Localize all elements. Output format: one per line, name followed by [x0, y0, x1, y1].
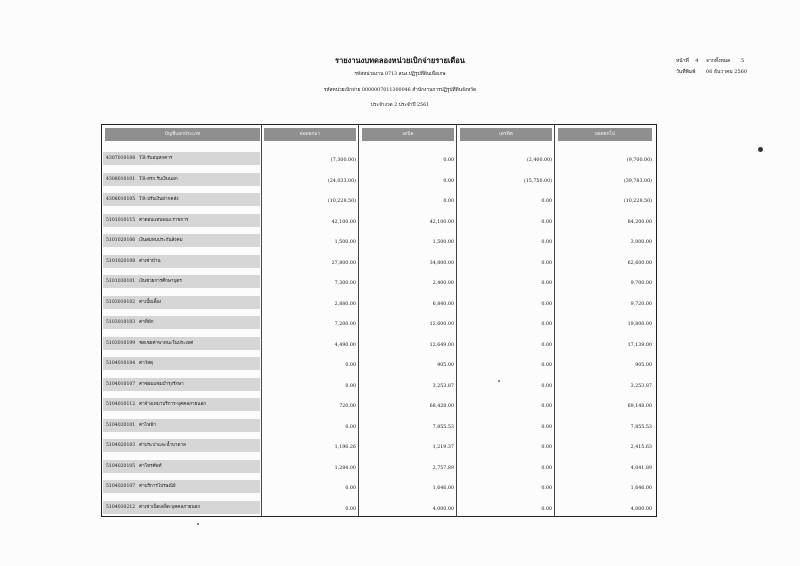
carried-forward-value: 84,200.00 — [627, 219, 652, 225]
debit-value: 0.00 — [443, 178, 454, 184]
print-date: 06 ธันวาคม 2560 — [706, 69, 748, 75]
table-row — [0, 173, 800, 187]
debit-value: 1,219.37 — [432, 445, 454, 450]
carried-forward-value: 19,800.00 — [627, 322, 652, 327]
account-name: ค่าเบี้ยเลี้ยง — [139, 299, 162, 305]
table-row — [0, 214, 800, 228]
table-row — [0, 439, 800, 453]
column-header-debit: เดบิต — [362, 128, 454, 141]
account-code: 4308010105 — [106, 197, 136, 202]
debit-value: 0.00 — [443, 158, 454, 163]
brought-forward-value: 1,500.00 — [334, 240, 356, 245]
carried-forward-value: 9,700.00 — [630, 281, 652, 286]
carried-forward-value: 17,139.00 — [627, 342, 652, 348]
carried-forward-value: 7,855.53 — [630, 424, 652, 430]
account-name: TR-ปรับเงินฝากคลัง — [139, 197, 179, 202]
credit-value: 0.00 — [541, 322, 552, 327]
carried-forward-value: 2,415.63 — [630, 445, 652, 450]
account-code: 5104020107 — [106, 484, 136, 489]
debit-value: 7,855.53 — [432, 424, 454, 430]
brought-forward-value: 0.00 — [345, 486, 356, 491]
report-title: รายงานงบทดลองหน่วยเบิกจ่ายรายเดือน — [335, 56, 465, 65]
debit-value: 4,000.00 — [432, 506, 454, 512]
carried-forward-value: 1,646.00 — [630, 486, 652, 491]
account-cell — [103, 193, 260, 206]
account-code: 5104010112 — [106, 402, 136, 407]
debit-value: 1,500.00 — [432, 240, 454, 245]
account-cell — [103, 255, 260, 268]
table-row — [0, 501, 800, 515]
table-row — [0, 378, 800, 392]
account-name: ชดเชยค่าพาหนะในประเทศ — [139, 340, 194, 346]
account-cell — [103, 173, 260, 186]
account-cell — [103, 501, 260, 514]
carried-forward-value: 3,000.00 — [630, 240, 652, 245]
account-code: 5104020103 — [106, 443, 136, 448]
credit-value: 0.00 — [541, 445, 552, 450]
brought-forward-value: (7,300.00) — [330, 158, 356, 163]
table-row — [0, 337, 800, 351]
account-code: 5104010107 — [106, 381, 136, 387]
account-name: ค่าที่พัก — [139, 320, 154, 325]
carried-forward-value: (10,228.50) — [623, 199, 652, 204]
carried-forward-value: (9,700.00) — [626, 158, 652, 163]
table-row — [0, 296, 800, 310]
account-cell — [103, 378, 260, 391]
carried-forward-value: 4,041.89 — [630, 465, 652, 471]
brought-forward-value: 42,100.00 — [331, 219, 356, 225]
debit-value: 3,253.87 — [432, 383, 454, 389]
column-header-credit: เครดิต — [460, 128, 552, 141]
account-name: ค่าตอบแทนพนง.ราชการ — [139, 217, 189, 223]
column-header-brought-forward: ยอดยกมา — [264, 128, 356, 141]
account-name: TR-รับอนุหกคาร — [139, 156, 173, 161]
credit-value: 0.00 — [541, 342, 552, 348]
debit-value: 905.00 — [437, 363, 454, 368]
account-code: 5101030101 — [106, 279, 136, 284]
brought-forward-value: 1,284.00 — [334, 465, 356, 471]
credit-value: 0.00 — [541, 383, 552, 389]
account-name: ค่าประปาและน้ำบาดาล — [139, 443, 186, 448]
account-code: 4307010108 — [106, 156, 136, 161]
debit-value: 2,757.89 — [432, 465, 454, 471]
debit-value: 12,600.00 — [429, 322, 454, 327]
table-row — [0, 193, 800, 207]
account-name: เงินช่วยการศึกษาบุตร — [139, 279, 182, 284]
credit-value: 0.00 — [541, 260, 552, 266]
brought-forward-value: 4,490.00 — [334, 342, 356, 348]
account-cell — [103, 152, 260, 165]
period-line: ประจำงวด 2 ประจำปี 2561 — [370, 103, 430, 108]
brought-forward-value: 0.00 — [345, 424, 356, 430]
scan-speck — [197, 523, 199, 525]
account-cell — [103, 357, 260, 370]
account-name: ค่าไฟฟ้า — [139, 422, 157, 428]
debit-value: 1,646.00 — [432, 486, 454, 491]
account-cell — [103, 316, 260, 329]
brought-forward-value: (24,033.00) — [327, 178, 356, 184]
brought-forward-value: 1,196.26 — [334, 445, 356, 450]
account-cell — [103, 275, 260, 288]
account-code: 5101010115 — [106, 217, 136, 223]
account-name: ค่าโทรศัพท์ — [139, 463, 162, 469]
account-name: ค่าวัสดุ — [139, 361, 154, 366]
account-code: 5101020106 — [106, 238, 136, 243]
account-code: 5101020108 — [106, 258, 136, 264]
account-cell — [103, 296, 260, 309]
credit-value: 0.00 — [541, 404, 552, 409]
carried-forward-value: 69,148.00 — [627, 404, 652, 409]
credit-value: (15,750.00) — [523, 178, 552, 184]
print-date-info — [676, 68, 747, 76]
credit-value: 0.00 — [541, 199, 552, 204]
carried-forward-value: 62,600.00 — [627, 260, 652, 266]
account-cell — [103, 398, 260, 411]
table-row — [0, 357, 800, 371]
credit-value: 0.00 — [541, 486, 552, 491]
account-name: ค่าเช่าบ้าน — [139, 258, 161, 264]
page-number-info — [676, 57, 744, 65]
credit-value: 0.00 — [541, 363, 552, 368]
table-row — [0, 398, 800, 412]
account-cell — [103, 439, 260, 452]
brought-forward-value: 2,880.00 — [334, 301, 356, 307]
agency-code-line: รหัสหน่วยงาน 0713 สนง.ปฏิรูปที่ดินเพื่อเกษ — [354, 72, 446, 77]
account-name: เงินสมทบประกันสังคม — [139, 238, 183, 243]
brought-forward-value: 7,300.00 — [334, 281, 356, 286]
debit-value: 34,800.00 — [429, 260, 454, 266]
disbursement-unit-line: รหัสหน่วยเบิกจ่าย 0000007011300046 สำนักงานการปฏิรูปที่ดินจังหวัด — [323, 88, 477, 93]
of-label: จากทั้งหมด — [706, 58, 731, 64]
column-header-account: บัญชีแยกประเภท — [105, 128, 260, 141]
carried-forward-value: 3,253.87 — [630, 383, 652, 389]
brought-forward-value: 0.00 — [345, 506, 356, 512]
account-cell — [103, 480, 260, 493]
credit-value: 0.00 — [541, 424, 552, 430]
carried-forward-value: 9,720.00 — [630, 301, 652, 307]
account-cell — [103, 460, 260, 473]
account-cell — [103, 234, 260, 247]
carried-forward-value: (39,783.00) — [623, 178, 652, 184]
account-code: 5103010102 — [106, 299, 136, 305]
account-name: ค่าบริการไปรษณีย์ — [139, 484, 176, 489]
account-name: ค่าซ่อมแซมบำรุงรักษา — [139, 381, 184, 387]
debit-value: 6,840.00 — [432, 301, 454, 307]
table-row — [0, 275, 800, 289]
brought-forward-value: 27,800.00 — [331, 260, 356, 266]
credit-value: 0.00 — [541, 219, 552, 225]
account-code: 4308010101 — [106, 176, 136, 182]
credit-value: 0.00 — [541, 506, 552, 512]
table-row — [0, 480, 800, 494]
credit-value: 0.00 — [541, 240, 552, 245]
debit-value: 2,400.00 — [432, 281, 454, 286]
account-code: 5104020105 — [106, 463, 136, 469]
page-number: 4 — [695, 58, 699, 64]
carried-forward-value: 4,000.00 — [630, 506, 652, 512]
account-name: TR-สรก.รับเงินนอก — [139, 176, 178, 182]
account-cell — [103, 214, 260, 227]
account-name: ค่าจ้างเหมาบริการ-บุคคลภายนอก — [139, 402, 206, 407]
account-code: 5103010103 — [106, 320, 136, 325]
table-row — [0, 460, 800, 474]
brought-forward-value: 0.00 — [345, 363, 356, 368]
print-label: วันที่พิมพ์ — [676, 69, 696, 75]
debit-value: 42,100.00 — [429, 219, 454, 225]
credit-value: 0.00 — [541, 281, 552, 286]
account-code: 5104030212 — [106, 504, 136, 510]
account-name: ค่าเช่าเบ็ดเตล็ด-บุคคลภายนอก — [139, 504, 201, 510]
carried-forward-value: 905.00 — [635, 363, 652, 368]
debit-value: 0.00 — [443, 199, 454, 204]
brought-forward-value: 720.00 — [339, 404, 356, 409]
debit-value: 68,428.00 — [429, 404, 454, 409]
column-header-carried-forward: ยอดยกไป — [558, 128, 652, 141]
brought-forward-value: 0.00 — [345, 383, 356, 389]
account-code: 5104010104 — [106, 361, 136, 366]
credit-value: (2,400.00) — [526, 158, 552, 163]
account-cell — [103, 337, 260, 350]
table-row — [0, 255, 800, 269]
table-row — [0, 419, 800, 433]
brought-forward-value: (10,228.50) — [327, 199, 356, 204]
debit-value: 12,649.00 — [429, 342, 454, 348]
total-pages: 5 — [740, 58, 745, 64]
page-label: หน้าที่ — [676, 58, 689, 64]
account-cell — [103, 419, 260, 432]
table-row — [0, 234, 800, 248]
credit-value: 0.00 — [541, 465, 552, 471]
account-code: 5104020101 — [106, 422, 136, 428]
account-code: 5103010199 — [106, 340, 136, 346]
credit-value: 0.00 — [541, 301, 552, 307]
table-row — [0, 152, 800, 166]
table-row — [0, 316, 800, 330]
brought-forward-value: 7,200.00 — [334, 322, 356, 327]
